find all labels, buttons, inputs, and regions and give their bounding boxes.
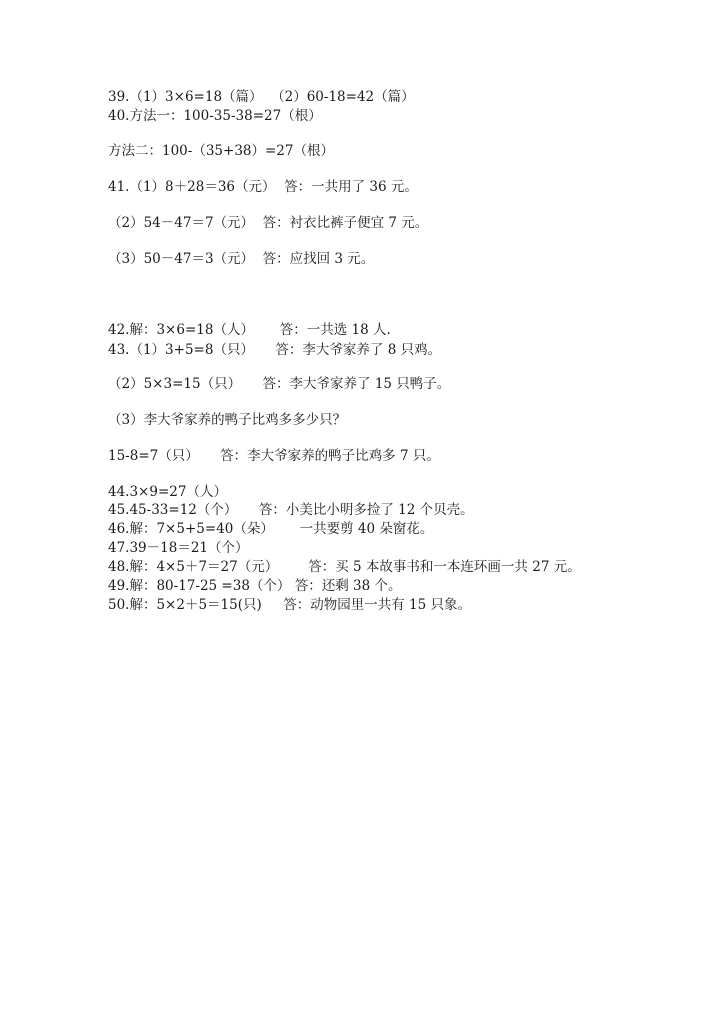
answer-41-part-3: （3）50－47＝3（元） 答：应找回 3 元。 [108, 251, 375, 267]
answer-45: 45.45-33=12（个） 答：小美比小明多捡了 12 个贝壳。 [108, 502, 474, 518]
answer-44: 44.3×9=27（人） [108, 484, 227, 500]
answer-43-part-1: 43.（1）3+5=8（只） 答：李大爷家养了 8 只鸡。 [108, 342, 442, 358]
answer-42: 42.解：3×6=18（人） 答：一共选 18 人. [108, 322, 391, 338]
answer-43-part-2: （2）5×3=15（只） 答：李大爷家养了 15 只鸭子。 [108, 376, 451, 392]
answer-50: 50.解：5×2＋5＝15(只) 答：动物园里一共有 15 只象。 [108, 597, 471, 613]
answer-43-part-3-question: （3）李大爷家养的鸭子比鸡多多少只？ [108, 412, 347, 428]
answer-43-part-3-solution: 15-8=7（只） 答：李大爷家养的鸭子比鸡多 7 只。 [108, 448, 440, 464]
answer-49: 49.解：80-17-25 =38（个） 答：还剩 38 个。 [108, 578, 402, 594]
answer-40-method-2: 方法二：100-（35+38）=27（根） [108, 143, 334, 159]
answer-41-part-1: 41.（1）8＋28＝36（元） 答：一共用了 36 元。 [108, 179, 418, 195]
answer-39: 39.（1）3×6=18（篇） （2）60-18=42（篇） [108, 89, 415, 105]
answer-46: 46.解：7×5+5=40（朵） 一共要剪 40 朵窗花。 [108, 521, 434, 537]
answer-40-method-1: 40.方法一：100-35-38=27（根） [108, 108, 322, 124]
answer-48: 48.解：4×5＋7＝27（元） 答：买 5 本故事书和一本连环画一共 27 元。 [108, 559, 581, 575]
answer-47: 47.39－18＝21（个） [108, 540, 249, 556]
answer-41-part-2: （2）54－47＝7（元） 答：衬衣比裤子便宜 7 元。 [108, 215, 429, 231]
